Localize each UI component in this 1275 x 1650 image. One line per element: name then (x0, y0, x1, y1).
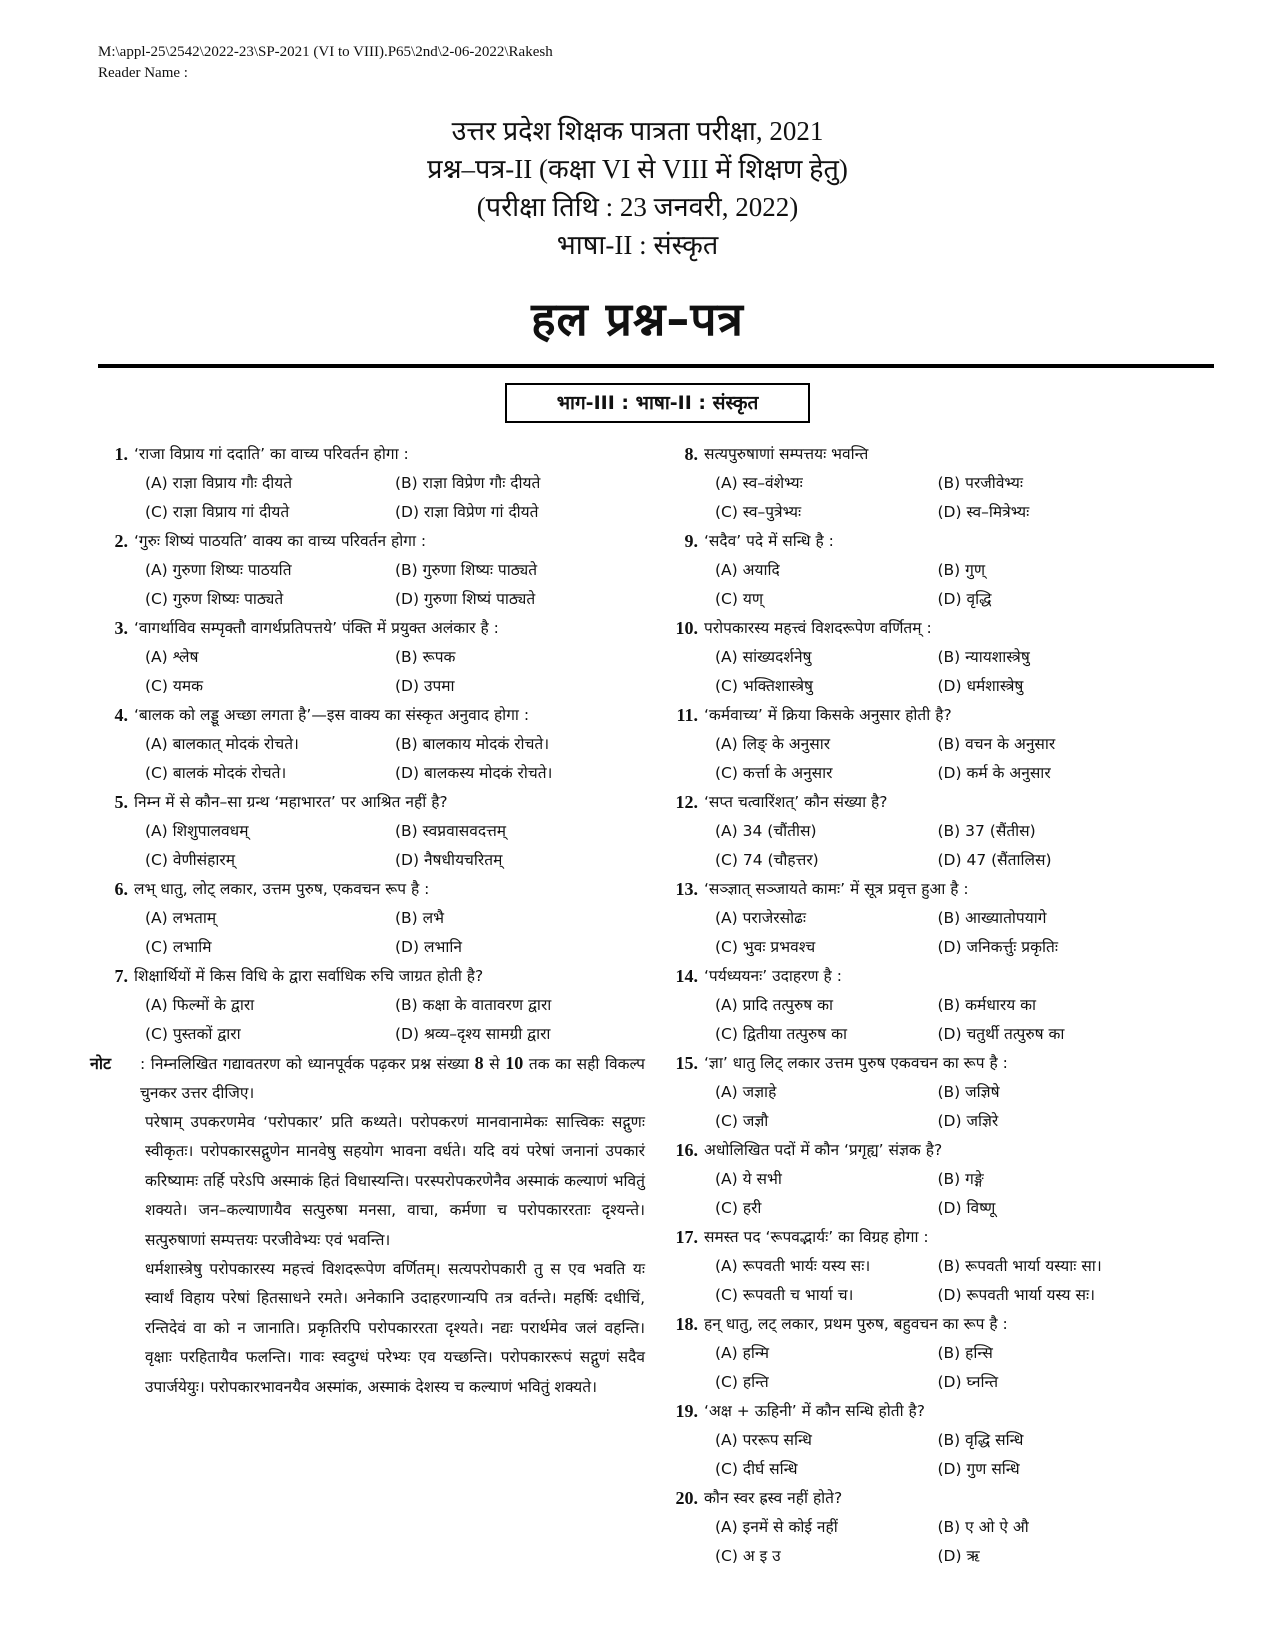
language-title: भाषा-II : संस्कृत (556, 230, 719, 260)
options (90, 556, 645, 614)
question-number: 19. (675, 1401, 698, 1421)
option: (B) गङ्गे (937, 1170, 984, 1188)
option: (C) जज्ञौ (715, 1112, 769, 1130)
note-text-after: तक का सही विकल्प चुनकर उत्तर दीजिए। (140, 1055, 645, 1102)
question-text: सत्यपुरुषाणां सम्पत्तयः भवन्ति (704, 445, 869, 463)
option: (C) वेणीसंहारम् (145, 851, 236, 869)
option: (D) घ्नन्ति (937, 1373, 999, 1391)
question-number: 10. (675, 618, 698, 638)
options (90, 730, 645, 788)
option: (D) जज्ञिरे (937, 1112, 999, 1130)
option: (A) पराजेरसोढः (715, 909, 806, 927)
question-number: 5. (114, 792, 128, 812)
option: (C) स्व–पुत्रेभ्यः (715, 503, 802, 521)
option: (D) लभानि (395, 938, 462, 956)
question-text: अधोलिखित पदों में कौन ‘प्रगृह्य’ संज्ञक है? (704, 1141, 943, 1159)
note-label: नोट (90, 1054, 112, 1073)
question (660, 440, 1160, 527)
options (660, 1513, 1160, 1571)
question-number: 8. (684, 444, 698, 464)
option: (A) लभताम् (145, 909, 217, 927)
option: (A) हन्मि (715, 1344, 770, 1362)
question (90, 875, 645, 962)
option: (D) कर्म के अनुसार (937, 764, 1051, 782)
option: (D) वृद्धि (937, 590, 992, 608)
option: (B) स्वप्नवासवदत्तम् (395, 822, 507, 840)
option: (B) गुण् (937, 561, 986, 579)
option: (B) परजीवेभ्यः (937, 474, 1024, 492)
option: (B) बालकाय मोदकं रोचते। (395, 735, 550, 753)
option: (C) हरी (715, 1199, 762, 1217)
question-text: ‘राजा विप्राय गां ददाति’ का वाच्य परिवर्तन होगा : (134, 445, 409, 463)
option: (D) नैषधीयचरितम् (395, 851, 503, 869)
option: (A) राज्ञा विप्राय गौः दीयते (145, 474, 293, 492)
note-block (90, 1049, 645, 1402)
question-number: 17. (675, 1227, 698, 1247)
question-text: समस्त पद ‘रूपवद्भार्यः’ का विग्रह होगा : (704, 1228, 929, 1246)
options (90, 817, 645, 875)
option: (A) जज्ञाहे (715, 1083, 777, 1101)
question-number: 4. (114, 705, 128, 725)
option: (C) पुस्तकों द्वारा (145, 1025, 241, 1043)
question (660, 1397, 1160, 1484)
question-number: 11. (676, 705, 698, 725)
question-list-right (660, 440, 1160, 1571)
options (90, 643, 645, 701)
option: (D) धर्मशास्त्रेषु (937, 677, 1024, 695)
option: (C) राज्ञा विप्राय गां दीयते (145, 503, 290, 521)
option: (D) जनिकर्त्तुः प्रकृतिः (937, 938, 1058, 956)
reader-name: Reader Name : (98, 65, 188, 81)
question-text: ‘बालक को लड्डू अच्छा लगता है’—इस वाक्य का संस्कृत अनुवाद होगा : (134, 706, 530, 724)
question (660, 788, 1160, 875)
exam-title: उत्तर प्रदेश शिक्षक पात्रता परीक्षा, 2021 (451, 116, 824, 146)
question-text: ‘अक्ष + ऊहिनी’ में कौन सन्धि होती है? (704, 1402, 925, 1420)
passage-paragraph-2: धर्मशास्त्रेषु परोपकारस्य महत्त्वं विशदरूपेण वर्णितम्। सत्यपरोपकारी तु स एव भवति यः स्वार्थं विहाय परेषां हितसाधने रमते। अनेकानि उदाहरणान्यपि तत्र वर्तन्ते। महर्षिः दधीचिं, रन्तिदेवं वा को न जानाति। प्रकृतिरपि परोपकाररता दृश्यते। नद्यः परार्थमेव जलं वहन्ति। वृक्षाः परहितायैव फलन्ति। गावः स्वदुग्धं परेभ्यः एव यच्छन्ति। परोपकाररूपं सद्गुणं सदैव उपार्जयेयुः। परोपकारभावनयैव अस्मांक, अस्माकं देशस्य च कल्याणं भवितुं शक्यते। (145, 1260, 645, 1396)
option: (D) ऋ (937, 1547, 980, 1565)
note-text-before: : निम्नलिखित गद्यावतरण को ध्यानपूर्वक पढ़कर प्रश्न संख्या (140, 1055, 470, 1073)
question (660, 1310, 1160, 1397)
question (660, 1223, 1160, 1310)
passage-paragraph-1: परेषाम् उपकरणमेव ‘परोपकार’ प्रति कथ्यते। परोपकरणं मानवानामेकः सात्त्विकः सद्गुणः स्वीकृतः। परोपकारसद्गुणेन मानवेषु सहयोग भावना वर्धते। यदि वयं परेषां जनानां उपकारं करिष्यामः तर्हि परेऽपि अस्माकं हितं विधास्यन्ति। परस्परोपकरणेनैव अस्माकं कल्याणं भवितुं शक्यते। जन–कल्याणायैव सत्पुरुषा मनसा, वाचा, कर्मणा च परोपकाररताः दृश्यन्ते। सत्पुरुषाणां सम्पत्तयः परजीवेभ्यः एवं भवन्ति। (145, 1113, 645, 1249)
option: (B) वचन के अनुसार (937, 735, 1056, 753)
note-mid: से (489, 1055, 500, 1073)
option: (C) 74 (चौहत्तर) (715, 851, 819, 869)
question-number: 15. (675, 1053, 698, 1073)
option: (C) बालकं मोदकं रोचते। (145, 764, 287, 782)
question-text: ‘ज्ञा’ धातु लिट् लकार उत्तम पुरुष एकवचन का रूप है : (704, 1054, 1008, 1072)
option: (A) ये सभी (715, 1170, 782, 1188)
option: (C) यमक (145, 677, 204, 695)
option: (B) गुरुणा शिष्यः पाठ्यते (395, 561, 538, 579)
section-label: भाग-III : भाषा-II : संस्कृत (505, 383, 810, 423)
question-text: शिक्षार्थियों में किस विधि के द्वारा सर्वाधिक रुचि जाग्रत होती है? (134, 967, 484, 985)
question-number: 3. (114, 618, 128, 638)
option: (A) श्लेष (145, 648, 199, 666)
option: (D) स्व–मित्रेभ्यः (937, 503, 1030, 521)
question-number: 12. (675, 792, 698, 812)
exam-date: (परीक्षा तिथि : 23 जनवरी, 2022) (476, 192, 799, 222)
option: (A) 34 (चौंतीस) (715, 822, 817, 840)
options (660, 904, 1160, 962)
option: (B) वृद्धि सन्धि (937, 1431, 1024, 1449)
question-number: 13. (675, 879, 698, 899)
option: (A) प्रादि तत्पुरुष का (715, 996, 834, 1014)
question (90, 701, 645, 788)
option: (D) चतुर्थी तत्पुरुष का (937, 1025, 1065, 1043)
question-text: हन् धातु, लट् लकार, प्रथम पुरुष, बहुवचन का रूप है : (704, 1315, 1008, 1333)
options (90, 991, 645, 1049)
option: (B) ए ओ ऐ औ (937, 1518, 1029, 1536)
question-text: निम्न में से कौन–सा ग्रन्थ ‘महाभारत’ पर आश्रित नहीं है? (134, 793, 448, 811)
option: (A) रूपवती भार्यः यस्य सः। (715, 1257, 871, 1275)
question-number: 9. (684, 531, 698, 551)
option: (A) स्व–वंशेभ्यः (715, 474, 803, 492)
option: (C) रूपवती च भार्या च। (715, 1286, 854, 1304)
question-text: ‘सप्त चत्वारिंशत्’ कौन संख्या है? (704, 793, 888, 811)
option: (C) द्वितीया तत्पुरुष का (715, 1025, 847, 1043)
option: (B) लभै (395, 909, 445, 927)
options (90, 469, 645, 527)
option: (B) न्यायशास्त्रेषु (937, 648, 1030, 666)
question (90, 440, 645, 527)
question-list-left (90, 440, 645, 1049)
option: (B) रूपवती भार्या यस्याः सा। (937, 1257, 1102, 1275)
question-number: 7. (114, 966, 128, 986)
question (90, 962, 645, 1049)
question (90, 614, 645, 701)
option: (D) बालकस्य मोदकं रोचते। (395, 764, 553, 782)
options (660, 1426, 1160, 1484)
question-text: कौन स्वर ह्रस्व नहीं होते? (704, 1489, 843, 1507)
note-num-end: 10 (505, 1053, 524, 1073)
option: (D) 47 (सैंतालिस) (937, 851, 1052, 869)
option: (A) शिशुपालवधम् (145, 822, 249, 840)
exam-header (0, 112, 1275, 264)
option: (B) आख्यातोपयागे (937, 909, 1047, 927)
options (660, 643, 1160, 701)
question-number: 18. (675, 1314, 698, 1334)
paper-title: प्रश्न–पत्र-II (कक्षा VI से VIII में शिक्षण हेतु) (427, 154, 848, 184)
options (660, 556, 1160, 614)
option: (C) दीर्घ सन्धि (715, 1460, 798, 1478)
option: (B) राज्ञा विप्रेण गौः दीयते (395, 474, 541, 492)
option: (A) इनमें से कोई नहीं (715, 1518, 838, 1536)
file-meta (98, 42, 553, 84)
file-path: M:\appl-25\2542\2022-23\SP-2021 (VI to VIII).P65\2nd\2-06-2022\Rakesh (98, 44, 553, 60)
note-text (140, 1049, 645, 1108)
option: (B) रूपक (395, 648, 456, 666)
divider (98, 364, 1214, 368)
option: (A) बालकात् मोदकं रोचते। (145, 735, 299, 753)
options (660, 817, 1160, 875)
option: (A) लिङ् के अनुसार (715, 735, 831, 753)
passage (90, 1108, 645, 1402)
question (90, 527, 645, 614)
question (660, 701, 1160, 788)
question-number: 16. (675, 1140, 698, 1160)
question (660, 875, 1160, 962)
option: (C) अ इ उ (715, 1547, 781, 1565)
option: (C) हन्ति (715, 1373, 769, 1391)
option: (D) उपमा (395, 677, 455, 695)
option: (C) गुरुण शिष्यः पाठ्यते (145, 590, 284, 608)
question-text: ‘वागर्थाविव सम्पृक्तौ वागर्थप्रतिपत्तये’ पंक्ति में प्रयुक्त अलंकार है : (134, 619, 499, 637)
option: (C) भुवः प्रभवश्च (715, 938, 816, 956)
options (660, 1165, 1160, 1223)
question-number: 6. (114, 879, 128, 899)
option: (D) रूपवती भार्या यस्य सः। (937, 1286, 1095, 1304)
option: (D) गुण सन्धि (937, 1460, 1020, 1478)
options (660, 730, 1160, 788)
question-number: 1. (114, 444, 128, 464)
question-text: ‘गुरुः शिष्यं पाठयति’ वाक्य का वाच्य परिवर्तन होगा : (134, 532, 427, 550)
option: (B) कर्मधारय का (937, 996, 1037, 1014)
option: (D) गुरुणा शिष्यं पाठ्यते (395, 590, 536, 608)
option: (A) सांख्यदर्शनेषु (715, 648, 812, 666)
option: (D) विष्णू (937, 1199, 996, 1217)
option: (C) भक्तिशास्त्रेषु (715, 677, 813, 695)
note-num-start: 8 (474, 1053, 484, 1073)
options (660, 991, 1160, 1049)
question (660, 1049, 1160, 1136)
solved-paper-title: हल प्रश्न–पत्र (531, 292, 744, 346)
options (660, 1078, 1160, 1136)
options (660, 1252, 1160, 1310)
question-text: ‘सदैव’ पदे में सन्धि है : (704, 532, 834, 550)
option: (B) जज्ञिषे (937, 1083, 1000, 1101)
option: (A) अयादि (715, 561, 780, 579)
option: (C) यण् (715, 590, 764, 608)
question (660, 527, 1160, 614)
question-text: ‘पर्यध्ययनः’ उदाहरण है : (704, 967, 842, 985)
question-number: 14. (675, 966, 698, 986)
question (90, 788, 645, 875)
question-text: ‘सञ्ज्ञात् सञ्जायते कामः’ में सूत्र प्रवृत्त हुआ है : (704, 880, 969, 898)
option: (B) कक्षा के वातावरण द्वारा (395, 996, 552, 1014)
question (660, 1136, 1160, 1223)
left-column (90, 440, 645, 1402)
question-text: परोपकारस्य महत्त्वं विशदरूपेण वर्णितम् : (704, 619, 932, 637)
options (660, 469, 1160, 527)
option: (A) पररूप सन्धि (715, 1431, 812, 1449)
question-number: 20. (675, 1488, 698, 1508)
question (660, 1484, 1160, 1571)
option: (C) लभामि (145, 938, 212, 956)
option: (B) हन्सि (937, 1344, 993, 1362)
option: (D) राज्ञा विप्रेण गां दीयते (395, 503, 539, 521)
options (660, 1339, 1160, 1397)
option: (A) फिल्मों के द्वारा (145, 996, 255, 1014)
question (660, 614, 1160, 701)
option: (A) गुरुणा शिष्यः पाठयति (145, 561, 292, 579)
right-column (660, 440, 1160, 1571)
question-number: 2. (114, 531, 128, 551)
option: (C) कर्त्ता के अनुसार (715, 764, 833, 782)
question (660, 962, 1160, 1049)
options (90, 904, 645, 962)
option: (D) श्रव्य–दृश्य सामग्री द्वारा (395, 1025, 551, 1043)
question-text: लभ् धातु, लोट् लकार, उत्तम पुरुष, एकवचन रूप है : (134, 880, 430, 898)
question-text: ‘कर्मवाच्य’ में क्रिया किसके अनुसार होती है? (704, 706, 952, 724)
option: (B) 37 (सैंतीस) (937, 822, 1036, 840)
